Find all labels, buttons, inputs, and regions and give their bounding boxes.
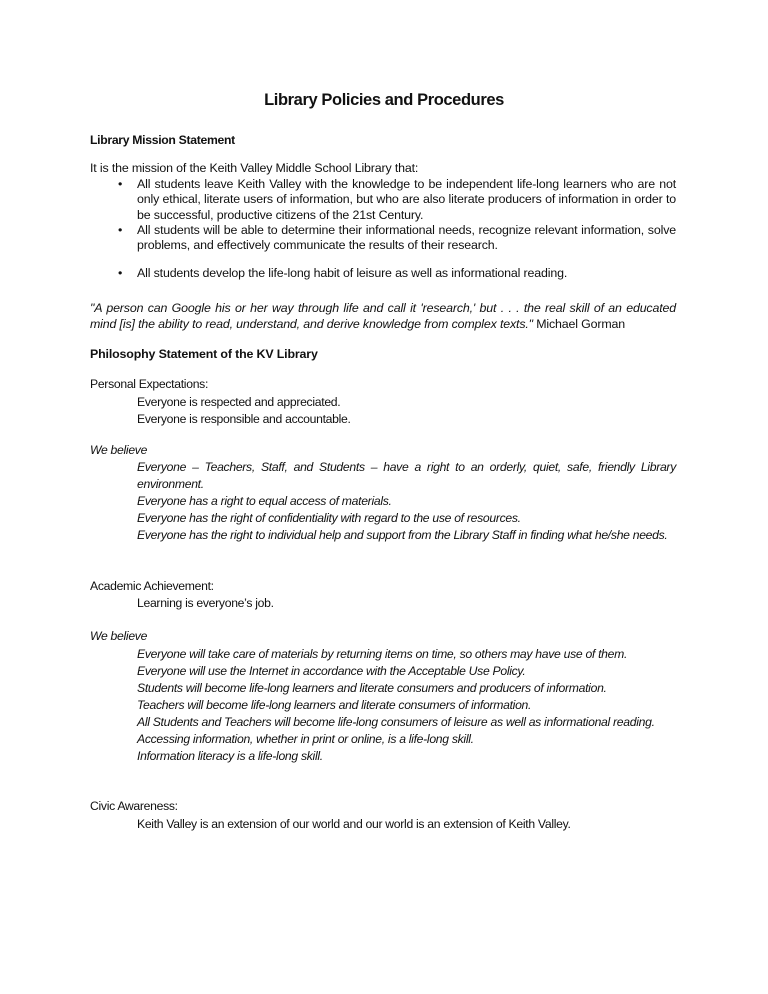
academic-list <box>137 595 676 612</box>
personal-list <box>137 394 676 428</box>
mission-heading: Library Mission Statement <box>90 133 235 147</box>
list-item: Everyone has the right of confidentiality with regard to the use of resources. <box>137 511 521 525</box>
believe-list <box>137 646 676 765</box>
section-label: We believe <box>90 629 148 643</box>
list-item: Information literacy is a life-long skill. <box>137 749 323 763</box>
list-item: Everyone is respected and appreciated. <box>137 395 341 409</box>
list-item: Teachers will become life-long learners and literate consumers of information. <box>137 698 532 712</box>
philosophy-heading: Philosophy Statement of the KV Library <box>90 347 318 361</box>
list-item: Students will become life-long learners and literate consumers and producers of information. <box>137 681 607 695</box>
list-item: Everyone is responsible and accountable. <box>137 412 351 426</box>
list-item: Everyone has the right to individual help and support from the Library Staff in finding what he/she needs. <box>137 528 668 542</box>
quote-author: Michael Gorman <box>536 317 626 331</box>
mission-bullet: All students develop the life-long habit of leisure as well as informational reading. <box>137 266 568 280</box>
list-item: Everyone – Teachers, Staff, and Students – have a right to an orderly, quiet, safe, friendly Library environment. <box>137 460 676 491</box>
list-item: Everyone has a right to equal access of materials. <box>137 494 392 508</box>
list-item: Everyone will take care of materials by returning items on time, so others may have use of them. <box>137 647 628 661</box>
section-label: Civic Awareness: <box>90 799 178 813</box>
mission-bullet: All students will be able to determine their informational needs, recognize relevant information, solve problems, and effectively communicate the results of their research. <box>137 223 676 253</box>
section-label: Personal Expectations: <box>90 377 209 391</box>
list-item: Keith Valley is an extension of our world and our world is an extension of Keith Valley. <box>137 817 571 831</box>
list-item: All Students and Teachers will become life-long consumers of leisure as well as informational reading. <box>137 715 655 729</box>
bullet-icon: • <box>118 177 123 191</box>
page-title: Library Policies and Procedures <box>264 91 504 109</box>
civic-list <box>137 816 676 833</box>
bullet-icon: • <box>118 223 123 237</box>
list-item: Learning is everyone’s job. <box>137 596 274 610</box>
list-item: Everyone will use the Internet in accordance with the Acceptable Use Policy. <box>137 664 526 678</box>
bullet-icon: • <box>118 266 123 280</box>
mission-intro: It is the mission of the Keith Valley Middle School Library that: <box>90 161 419 175</box>
believe-list <box>137 459 676 544</box>
section-label: Academic Achievement: <box>90 579 214 593</box>
mission-bullet: All students leave Keith Valley with the knowledge to be independent life-long learners who are not only ethical, literate users of information, but who are also literate producers of information in order to be successful, productive citizens of the 21st Century. <box>137 177 676 222</box>
section-label: We believe <box>90 443 148 457</box>
list-item: Accessing information, whether in print or online, is a life-long skill. <box>137 732 474 746</box>
quote <box>90 300 676 332</box>
quote-text: "A person can Google his or her way through life and call it 'research,' but . . . the real skill of an educated mind [is] the ability to read, understand, and derive knowledge from complex texts." <box>90 301 676 331</box>
